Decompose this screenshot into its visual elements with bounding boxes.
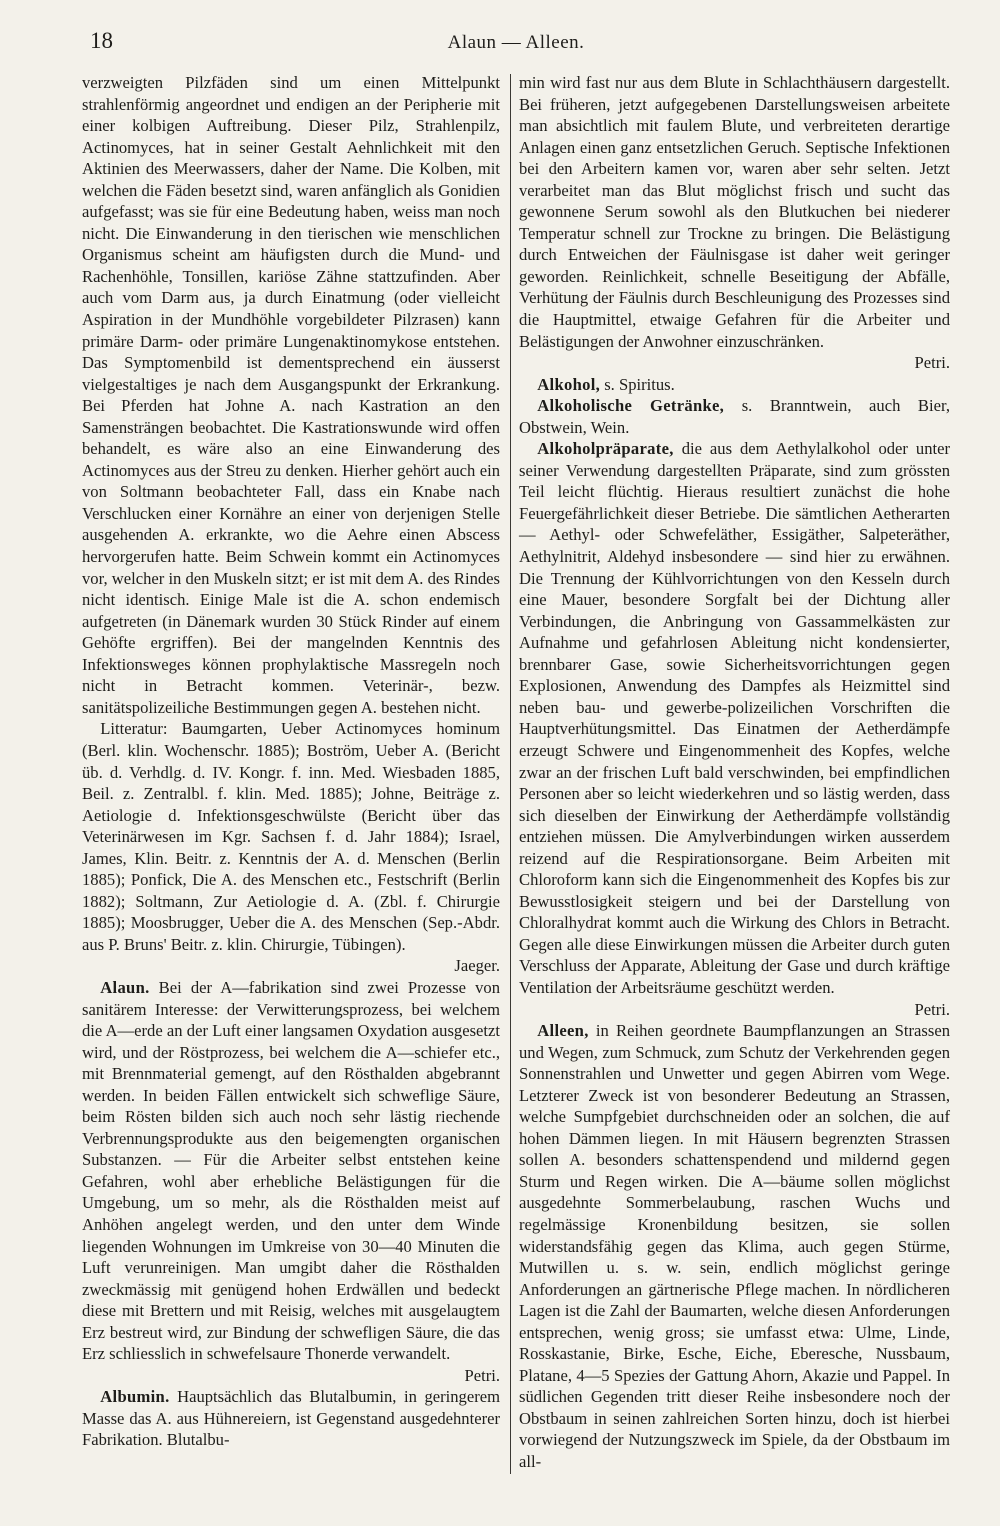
entry-heading: Alkoholpräparate, — [537, 439, 674, 459]
paragraph-albumin-cont: min wird fast nur aus dem Blute in Schlachthäusern dargestellt. Bei früheren, jetzt aufgegebenen Darstellungsweisen arbeitete man absichtlich mit faulem Blute, und verbreiteten derartige Anlagen einen ganz entsetzlichen Geruch. Septische Infektionen bei den Arbeitern kamen vor, waren aber sehr selten. Jetzt verarbeitet man das Blut möglichst frisch und sucht das gewonnene Serum sowohl als den Blutkuchen bei niederer Temperatur schnell zur Trockne zu bringen. Die Belästigung durch Entweichen der Fäulnisgase ist daher weit geringer geworden. Reinlichkeit, schnelle Beseitigung der Abfälle, Verhütung der Fäulnis durch Beschleunigung des Prozesses sind die Hauptmittel, etwaige Gefahren für die Arbeiter und Belästigungen der Anwohner einzuschränken. — [519, 73, 950, 351]
entry-heading: Alkohol, — [537, 374, 601, 394]
entry-albumin — [82, 1386, 500, 1451]
author-signature: Petri. — [464, 1365, 500, 1385]
entry-heading: Albumin. — [100, 1387, 170, 1407]
entry-text: s. Spiritus. — [604, 374, 675, 394]
paragraph-actinomyces: verzweigten Pilzfäden sind um einen Mittelpunkt strahlenförmig angeordnet und endigen an der Peripherie mit einer kolbigen Auftreibung. Dieser Pilz, Strahlenpilz, Actinomyces, hat in seiner Gestalt Aehnlichkeit mit den Aktinien des Meerwassers, daher der Name. Die Kolben, mit welchen die Fäden besetzt sind, waren anfänglich als Gonidien aufgefasst; was sie für eine Bedeutung haben, weiss man noch nicht. Die Einwanderung in den tierischen wie menschlichen Organismus scheint am häufigsten durch die Mund- und Rachenhöhle, Tonsillen, kariöse Zähne stattzufinden. Aber auch vom Darm aus, ja durch Einatmung (oder vielleicht Aspiration in der Mundhöhle vorgebildeter Pilzrasen) kann primäre Darm- oder primäre Lungenaktinomykose entstehen. Das Symptomenbild ist dementsprechend ein äusserst vielgestaltiges je nach dem Ausgangspunkt der Erkrankung. Bei Pferden hat Johne A. nach Kastration an den Samensträngen beobachtet. Die Kastrationswunde wird offen behandelt, es wäre also an eine Einwanderung des Actinomyces aus der Streu zu denken. Hierher gehört auch ein von Soltmann beobachteter Fall, dass ein Knabe nach Verschlucken einer Kornähre an einer von derjenigen Stelle ausgehenden A. erkrankte, wo die Aehre einen Abscess hervorgerufen hatte. Beim Schwein kommt ein Actinomyces vor, welcher in den Muskeln sitzt; er ist mit dem A. des Rindes nicht identisch. Einige Male ist die A. schon endemisch aufgetreten (in Dänemark wurden 30 Stück Rinder auf einem Gehöfte ergriffen). Bei der mangelnden Kenntnis des Infektionsweges können prophylaktische Massregeln noch nicht in Betracht kommen. Veterinär-, bezw. sanitätspolizeiliche Bestimmungen gegen A. bestehen nicht. — [82, 73, 500, 717]
running-title: Alaun — Alleen. — [447, 32, 585, 53]
entry-text: in Reihen geordnete Baumpflanzungen an Strassen und Wegen, zum Schmuck, zum Schutz der Verkehrenden gegen Sonnenstrahlen und Unwetter und gegen Abirren vom Wege. Letzterer Zweck ist von besonderer Bedeutung an Strassen, welche Sumpfgebiet durchschneiden oder an solchen, die auf hohen Dämmen liegen. In mit Häusern begrenzten Strassen sollen A. besonders schattenspendend und mildernd gegen Sturm und Regen wirken. Die A—bäume sollen möglichst ausgedehnte Sommerbelaubung, raschen Wuchs und regelmässige Kronenbildung besitzen, sie sollen widerstandsfähig gegen das Klima, auch gegen Stürme, Mutwillen u. s. w. sein, endlich möglichst geringe Anforderungen an gärtnerische Pflege machen. In nördlicheren Lagen ist die Zahl der Baumarten, welche diesen Anforderungen entsprechen, wenig gross; sie umfasst etwa: Ulme, Linde, Rosskastanie, Birke, Esche, Eiche, Eberesche, Nussbaum, Platane, 4—5 Spezies der Gattung Ahorn, Akazie und Pappel. In südlichen Gegenden tritt dieser Reihe insbesondere noch der Obstbaum in seinen zahlreichen Sorten hinzu, doch ist hierbei vorwiegend der Nutzungszweck im Spiele, da der Obstbaum im all- — [519, 1021, 950, 1471]
author-signature: Petri. — [914, 999, 950, 1019]
right-column — [519, 72, 950, 1473]
paragraph-literature: Litteratur: Baumgarten, Ueber Actinomyces hominum (Berl. klin. Wochenschr. 1885); Boström, Ueber A. (Bericht üb. d. Verhdlg. d. IV. Kongr. f. inn. Med. Wiesbaden 1885, Beil. z. Zentralbl. f. klin. Med. 1885); Johne, Beiträge z. Aetiologie d. Infektionsgeschwülste (Bericht über das Veterinärwesen im Kgr. Sachsen f. d. Jahr 1884); Israel, James, Klin. Beitr. z. Kenntnis der A. d. Menschen (Berlin 1885); Ponfick, Die A. des Menschen etc., Festschrift (Berlin 1882); Soltmann, Zur Aetiologie d. A. (Zbl. f. Chirurgie 1885); Moosbrugger, Ueber die A. des Menschen (Sep.-Abdr. aus P. Bruns' Beitr. z. klin. Chirurgie, Tübingen). — [82, 719, 500, 954]
page-header — [82, 28, 950, 62]
entry-alkoholpraeparate — [519, 438, 950, 998]
entry-text: Bei der A—fabrikation sind zwei Prozesse von sanitärem Interesse: der Verwitterungsprozess, bei welchem die A—erde an der Luft einer langsamen Oxydation ausgesetzt wird, und der Röstprozess, bei welchem die A—schiefer etc., mit Brennmaterial gemengt, auf den Rösthalden abgebrannt werden. In beiden Fällen entwickelt sich schweflige Säure, beim Rösten bilden sich auch noch sehr lästig riechende Verbrennungsprodukte aus den beigemengten organischen Substanzen. — Für die Arbeiter selbst entstehen keine Gefahren, wohl aber erhebliche Belästigungen für die Umgebung, um so mehr, als die Rösthalden meist auf Anhöhen angelegt werden, und den unter dem Winde liegenden Wohnungen im Umkreise von 30—40 Minuten die Luft verunreinigen. Man umgibt daher die Rösthalden zweckmässig mit genügend hohen Erdwällen und bedeckt diese mit Brettern und mit Reisig, welches mit ausgelaugtem Erz bestreut wird, zur Bindung der schwefligen Säure, die das Erz schliesslich in schwefelsaure Thonerde verwandelt. — [82, 977, 500, 1364]
entry-alleen — [519, 1020, 950, 1472]
entry-alkohol — [519, 374, 950, 396]
entry-heading: Alkoholische Getränke, — [537, 396, 725, 416]
entry-alaun — [82, 977, 500, 1365]
entry-text: Hauptsächlich das Blutalbumin, in geringerem Masse das A. aus Hühnereiern, ist Gegenstand ausgedehnterer Fabrikation. Blutalbu- — [82, 1387, 500, 1450]
column-divider — [510, 74, 511, 1474]
entry-text: die aus dem Aethylalkohol oder unter seiner Verwendung dargestellten Präparate, sind zum grössten Teil leicht flüchtig. Hieraus resultiert zunächst die hohe Feuergefährlichkeit dieser Betriebe. Die sämtlichen Aetherarten — Aethyl- oder Schwefeläther, Essigäther, Salpeteräther, Aethylnitrit, Aldehyd insbesondere — sind hier zu erwähnen. Die Trennung der Kühlvorrichtungen von den Kesseln durch eine Mauer, besondere Sorgfalt bei der Dichtung aller Verbindungen, die Anbringung von Gassammelkästen zur Aufnahme und gefahrlosen Ableitung nicht kondensierter, brennbarer Gase, sowie Sicherheitsvorrichtungen gegen Explosionen, Anwendung des Dampfes als Heizmittel sind neben bau- und gewerbe-polizeilichen Vorschriften die Hauptverhütungsmittel. Das Einatmen der Aetherdämpfe erzeugt Schwere und Eingenommenheit des Kopfes, welche zwar an der frischen Luft bald verschwinden, bei empfindlichen Personen aber so leicht wiederkehren und so lästig werden, dass sich dieselben der Einwirkung der Aetherdämpfe vollständig entziehen müssen. Die Amylverbindungen wirken ausserdem reizend auf die Respirationsorgane. Beim Arbeiten mit Chloroform kann sich die Eingenommenheit des Kopfes bis zur Bewusstlosigkeit steigern und bei der Darstellung von Chloralhydrat kommt auch die Wirkung des Chlors in Betracht. Gegen alle diese Einwirkungen müssen die Arbeiter durch guten Verschluss der Apparate, Ableitung der Gase und durch kräftige Ventilation der Arbeitsräume geschützt werden. — [519, 439, 950, 997]
author-signature: Petri. — [914, 353, 950, 373]
entry-text: s. Branntwein, auch Bier, Obstwein, Wein. — [519, 396, 950, 437]
left-column — [82, 72, 500, 1451]
entry-heading: Alaun. — [100, 977, 150, 997]
page-number: 18 — [90, 28, 113, 53]
entry-heading: Alleen, — [537, 1021, 589, 1041]
entry-alkoholische-getraenke — [519, 395, 950, 438]
author-signature: Jaeger. — [454, 956, 500, 976]
